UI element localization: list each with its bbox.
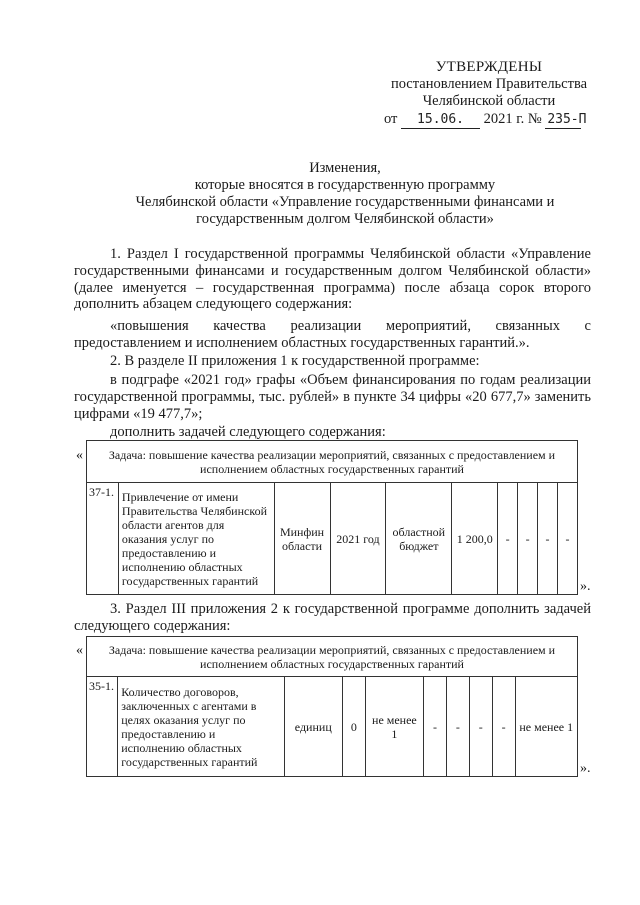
table-1 bbox=[86, 440, 578, 595]
table2-base: 0 bbox=[342, 677, 365, 777]
table1-source: областной бюджет bbox=[386, 483, 452, 595]
paragraph-5: дополнить задачей следующего содержания: bbox=[110, 424, 386, 440]
table1-name: Привлечение от имени Правительства Челябинской области агентов для оказания услуг по предоставлению и исполнению областных государственных гарантий bbox=[118, 483, 274, 595]
approval-line-1: постановлением Правительства bbox=[390, 76, 588, 92]
table2-unit: единиц bbox=[284, 677, 342, 777]
approval-block bbox=[384, 59, 594, 129]
document-heading bbox=[60, 160, 630, 228]
paragraph-6: 3. Раздел III приложения 2 к государственной программе дополнить задачей следующего содержания: bbox=[74, 601, 591, 634]
table2-code: 35-1. bbox=[87, 677, 118, 777]
table2-name: Количество договоров, заключенных с агентами в целях оказания услуг по предоставлению и исполнению областных государственных гарантий bbox=[118, 677, 284, 777]
approval-date-line bbox=[384, 111, 594, 129]
table1-dash-1: - bbox=[498, 483, 518, 595]
approval-title: УТВЕРЖДЕНЫ bbox=[435, 59, 543, 75]
heading-line-1: Изменения, bbox=[309, 160, 381, 176]
paragraph-3: 2. В разделе II приложения 1 к государственной программе: bbox=[110, 353, 480, 369]
approval-number: 235-П bbox=[547, 112, 587, 127]
table2-dash-3: - bbox=[469, 677, 492, 777]
heading-line-2: которые вносятся в государственную программу bbox=[194, 177, 496, 193]
table1-open-quote: « bbox=[76, 448, 83, 463]
table1-dash-2: - bbox=[518, 483, 538, 595]
table2-dash-2: - bbox=[446, 677, 469, 777]
approval-line-2: Челябинской области bbox=[422, 93, 556, 109]
table1-executor: Минфин области bbox=[274, 483, 330, 595]
table-2 bbox=[86, 636, 578, 777]
table2-close-quote: ». bbox=[580, 761, 591, 776]
table1-year: 2021 год bbox=[330, 483, 386, 595]
table1-task: Задача: повышение качества реализации мероприятий, связанных с предоставлением и исполнением областных государственных гарантий bbox=[87, 441, 578, 483]
table2-open-quote: « bbox=[76, 643, 83, 658]
table2-dash-1: - bbox=[424, 677, 447, 777]
approval-from: от bbox=[384, 111, 398, 127]
table1-code: 37-1. bbox=[87, 483, 119, 595]
table2-value-1: не менее 1 bbox=[365, 677, 423, 777]
table1-dash-3: - bbox=[538, 483, 558, 595]
approval-date: 15.06. bbox=[401, 111, 480, 129]
table1-amount: 1 200,0 bbox=[452, 483, 498, 595]
paragraph-1: 1. Раздел I государственной программы Челябинской области «Управление государственными финансами и государственным долгом Челябинской области» (далее именуется – государственная программа) после абзаца сорок второго дополнить абзацем следующего содержания: bbox=[74, 246, 591, 313]
heading-line-3: Челябинской области «Управление государственными финансами и bbox=[135, 194, 555, 210]
table2-value-2: не менее 1 bbox=[515, 677, 577, 777]
table2-task: Задача: повышение качества реализации мероприятий, связанных с предоставлением и исполнением областных государственных гарантий bbox=[87, 637, 578, 677]
paragraph-2: «повышения качества реализации мероприятий, связанных с предоставлением и исполнением областных государственных гарантий.». bbox=[74, 318, 591, 351]
table1-dash-4: - bbox=[557, 483, 577, 595]
approval-year: 2021 г. № bbox=[483, 111, 542, 127]
paragraph-4: в подграфе «2021 год» графы «Объем финансирования по годам реализации государственной программы, тыс. рублей» в пункте 34 цифры «20 677,7» заменить цифрами «19 477,7»; bbox=[74, 372, 591, 422]
heading-line-4: государственным долгом Челябинской области» bbox=[196, 211, 494, 227]
table1-close-quote: ». bbox=[580, 579, 591, 594]
table2-dash-4: - bbox=[492, 677, 515, 777]
